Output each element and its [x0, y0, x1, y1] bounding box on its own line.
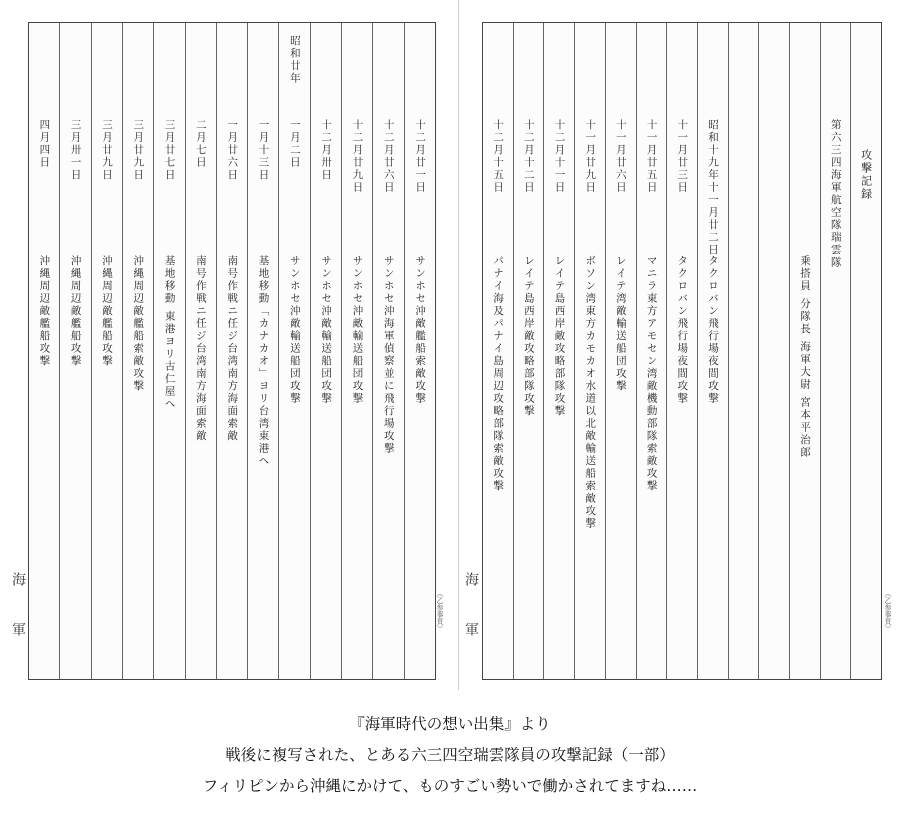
entry-event: サンホセ沖海軍偵察並に飛行場攻撃	[382, 255, 395, 455]
entry-event: サンホセ沖敵輸送船団攻撃	[320, 255, 333, 405]
entry-date: 十一月廿三日	[676, 119, 689, 194]
blank-column	[758, 23, 789, 679]
entry-event: 沖縄周辺敵艦船攻撃	[38, 255, 51, 368]
record-entry-column	[372, 23, 403, 679]
entry-event: 沖縄周辺敵艦船索敵攻撃	[132, 255, 145, 393]
entry-event: パナイ海及パナイ島周辺攻略部隊索敵攻撃	[492, 255, 505, 493]
entry-date: 十二月十二日	[522, 119, 535, 194]
record-entry-column	[697, 23, 728, 679]
page-code-right: （乙参事頁）	[884, 590, 892, 632]
entry-event: ボソン湾東方カモカオ水道以北敵輸送船索敵攻撃	[584, 255, 597, 530]
entry-date: 十二月十五日	[492, 119, 505, 194]
entry-date: 昭和十九年十一月廿二日	[706, 119, 719, 257]
record-entry-column	[247, 23, 278, 679]
era-label: 昭和廿年	[288, 35, 301, 85]
header-unit-column	[820, 23, 851, 679]
entry-date: 三月卅一日	[69, 119, 82, 182]
record-entry-column	[91, 23, 122, 679]
entry-date: 一月二日	[288, 119, 301, 169]
entry-date: 四月四日	[38, 119, 51, 169]
record-title: 攻撃記録	[859, 149, 873, 201]
entry-event: レイテ湾敵輸送船団攻撃	[614, 255, 627, 393]
entry-date: 三月廿九日	[132, 119, 145, 182]
left-page	[28, 22, 436, 680]
entry-event: サンホセ沖敵輸送船団攻撃	[288, 255, 301, 405]
left-page-columns	[29, 23, 435, 679]
entry-date: 十一月廿九日	[584, 119, 597, 194]
entry-event: サンホセ沖敵艦船索敵攻撃	[414, 255, 427, 405]
caption-description: 戦後に複写された、とある六三四空瑞雲隊員の攻撃記録（一部）	[225, 746, 675, 764]
entry-event: マニラ東方アモセン湾敵機動部隊索敵攻撃	[645, 255, 658, 493]
caption-comment: フィリピンから沖縄にかけて、ものすごい勢いで働かされてますね……	[202, 777, 698, 795]
caption-source: 『海軍時代の想い出集』より	[349, 715, 551, 733]
entry-date: 十二月廿九日	[351, 119, 364, 194]
margin-label-right: 海軍	[463, 572, 479, 672]
record-entry-column	[216, 23, 247, 679]
entry-date: 十一月廿六日	[614, 119, 627, 194]
record-entry-column	[278, 23, 309, 679]
entry-event: 南号作戦ニ任ジ台湾南方海面索敵	[226, 255, 239, 443]
book-spine	[458, 0, 459, 690]
unit-name: 第六三四海軍航空隊瑞雲隊	[829, 119, 842, 269]
entry-event: レイテ島西岸敵攻略部隊攻撃	[553, 255, 566, 418]
blank-column	[728, 23, 759, 679]
entry-date: 三月廿九日	[100, 119, 113, 182]
entry-date: 二月七日	[194, 119, 207, 169]
entry-event: 基地移動 東港ヨリ古仁屋へ	[163, 255, 176, 411]
entry-event: タクロバン飛行場夜間攻撃	[706, 255, 719, 405]
record-entry-column	[153, 23, 184, 679]
record-entry-column	[636, 23, 667, 679]
entry-date: 一月廿六日	[226, 119, 239, 182]
entry-event: サンホセ沖敵輸送船団攻撃	[351, 255, 364, 405]
record-entry-column	[483, 23, 513, 679]
entry-event: 沖縄周辺敵艦船攻撃	[100, 255, 113, 368]
entry-date: 十二月廿六日	[382, 119, 395, 194]
record-entry-column	[404, 23, 435, 679]
entry-event: 沖縄周辺敵艦船攻撃	[69, 255, 82, 368]
entry-event: 南号作戦ニ任ジ台湾南方海面索敵	[194, 255, 207, 443]
record-entry-column	[59, 23, 90, 679]
record-entry-column	[185, 23, 216, 679]
entry-event: レイテ島西岸敵攻略部隊攻撃	[522, 255, 535, 418]
entry-event: タクロバン飛行場夜間攻撃	[676, 255, 689, 405]
entry-date: 十二月卅日	[320, 119, 333, 182]
crew-member: 乗搭員 分隊長 海軍大尉 宮本平治郎	[799, 255, 812, 459]
right-page-columns	[483, 23, 881, 679]
header-person-column	[789, 23, 820, 679]
record-entry-column	[666, 23, 697, 679]
entry-event: 基地移動「カナカオ」ヨリ台湾東港へ	[257, 255, 270, 468]
record-entry-column	[574, 23, 605, 679]
entry-date: 三月廿七日	[163, 119, 176, 182]
record-entry-column	[513, 23, 544, 679]
entry-date: 十二月十一日	[553, 119, 566, 194]
entry-date: 十一月廿五日	[645, 119, 658, 194]
page-code-left: （乙参事頁）	[436, 590, 444, 632]
right-page	[482, 22, 882, 680]
entry-date: 一月十三日	[257, 119, 270, 182]
entry-date: 十二月廿一日	[414, 119, 427, 194]
record-entry-column	[605, 23, 636, 679]
record-entry-column	[29, 23, 59, 679]
margin-label-left: 海軍	[10, 572, 26, 672]
record-entry-column	[341, 23, 372, 679]
record-entry-column	[122, 23, 153, 679]
record-entry-column	[543, 23, 574, 679]
record-entry-column	[310, 23, 341, 679]
header-title-column	[850, 23, 881, 679]
